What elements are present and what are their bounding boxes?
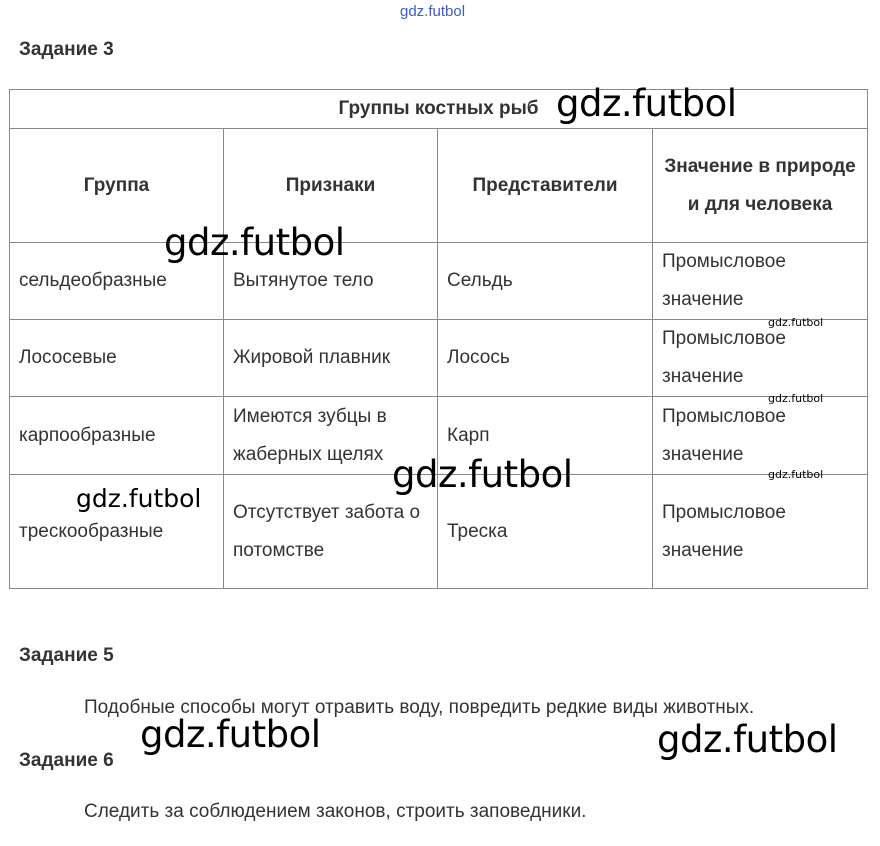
column-header-traits: Признаки <box>224 129 438 243</box>
table-cell: Промысловое значение <box>653 243 868 320</box>
table-row <box>10 243 868 320</box>
watermark: gdz.futbol <box>76 484 202 513</box>
table-title: Группы костных рыб <box>10 90 868 129</box>
column-header-significance: Значение в природе и для человека <box>653 129 868 243</box>
table-cell: Вытянутое тело <box>224 243 438 320</box>
table-cell: Промысловое значение <box>653 475 868 589</box>
table-cell: Треска <box>438 475 653 589</box>
table-cell: Промысловое значение <box>653 397 868 475</box>
table-cell: Лосось <box>438 320 653 397</box>
bony-fish-table <box>9 89 868 589</box>
task6-heading: Задание 6 <box>19 750 114 771</box>
table-cell: Сельдь <box>438 243 653 320</box>
table-cell: Карп <box>438 397 653 475</box>
watermark: gdz.futbol <box>556 82 737 125</box>
table-cell: Промысловое значение <box>653 320 868 397</box>
table-row <box>10 320 868 397</box>
table-cell: трескообразные <box>10 475 224 589</box>
watermark: gdz.futbol <box>768 392 824 405</box>
watermark: gdz.futbol <box>768 316 824 329</box>
table-cell: Лососевые <box>10 320 224 397</box>
column-header-group: Группа <box>10 129 224 243</box>
task5-text: Подобные способы могут отравить воду, повредить редкие виды животных. <box>84 697 755 718</box>
table-cell: Имеются зубцы в жаберных щелях <box>224 397 438 475</box>
table-cell: сельдеобразные <box>10 243 224 320</box>
watermark: gdz.futbol <box>140 713 321 756</box>
table-cell: Отсутствует забота о потомстве <box>224 475 438 589</box>
task5-heading: Задание 5 <box>19 645 114 666</box>
watermark: gdz.futbol <box>657 718 838 761</box>
watermark: gdz.futbol <box>164 221 345 264</box>
task3-heading: Задание 3 <box>19 39 114 60</box>
watermark: gdz.futbol <box>392 453 573 496</box>
watermark-top: gdz.futbol <box>400 3 466 20</box>
watermark: gdz.futbol <box>768 468 824 481</box>
task6-text: Следить за соблюдением законов, строить заповедники. <box>84 801 587 822</box>
table-cell: Жировой плавник <box>224 320 438 397</box>
column-header-representatives: Представители <box>438 129 653 243</box>
table-cell: карпообразные <box>10 397 224 475</box>
